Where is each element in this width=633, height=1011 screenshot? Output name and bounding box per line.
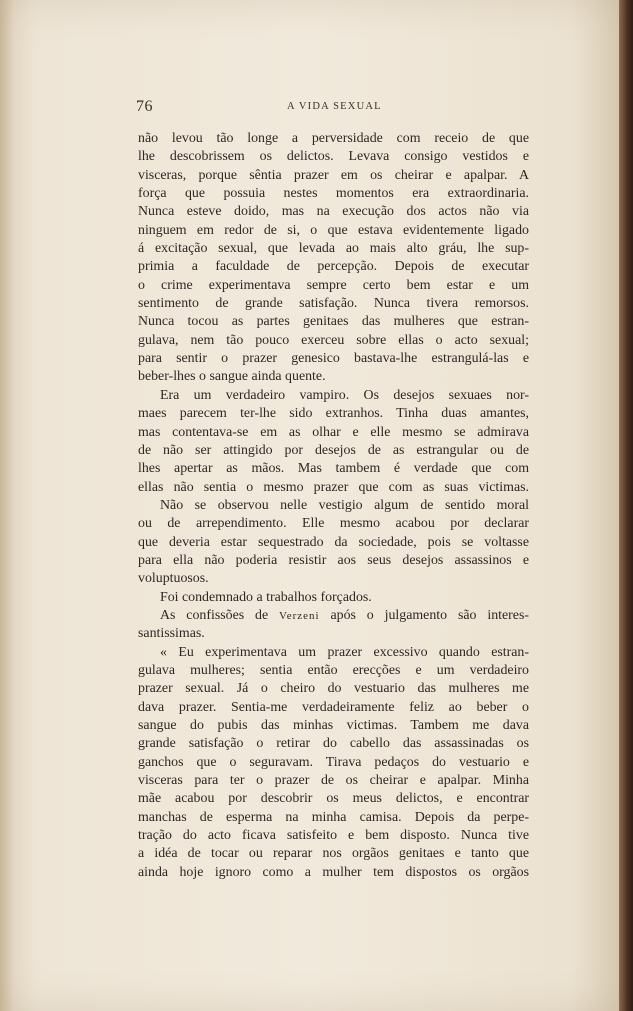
paragraph-2 xyxy=(138,387,529,497)
text-line: manchas de esperma na minha camisa. Depois da perpe- xyxy=(138,809,529,825)
paragraph-3 xyxy=(138,497,529,589)
text-line: lhe descobrissem os delictos. Levava consigo vestidos e xyxy=(138,149,529,165)
text-line: mãe acabou por descobrir os meus delictos, e encontrar xyxy=(138,791,529,807)
text-line: sangue do pubis das minhas victimas. Tambem me dava xyxy=(138,718,529,733)
text-line: santissimas. xyxy=(138,626,205,642)
text-segment: após o julgamento são interes- xyxy=(319,607,529,623)
text-line: voluptuosos. xyxy=(138,571,209,587)
text-line: Era um verdadeiro vampiro. Os desejos sexuaes nor- xyxy=(160,387,529,403)
text-line: primia a faculdade de percepção. Depois de executar xyxy=(138,259,529,275)
name-small-caps: Verzeni xyxy=(279,609,320,622)
paragraph-5 xyxy=(138,607,529,644)
body-text xyxy=(138,130,529,882)
paragraph-4 xyxy=(138,589,529,607)
text-line: ninguem em redor de si, o que estava evidentemente ligado xyxy=(138,222,529,238)
text-line: não levou tão longe a perversidade com receio de que xyxy=(138,131,529,146)
text-line: beber-lhes o sangue ainda quente. xyxy=(138,369,326,385)
text-line: ou de arrependimento. Elle mesmo acabou por declarar xyxy=(138,516,529,532)
text-line: ganchos que o seguravam. Tirava pedaços do vestuario e xyxy=(138,754,529,770)
running-title: A VIDA SEXUAL xyxy=(287,101,382,112)
page-edge-shadow xyxy=(0,0,14,1011)
text-line: prazer sexual. Já o cheiro do vestuario das mulheres me xyxy=(138,681,529,697)
page-number: 76 xyxy=(136,98,153,115)
text-line: visceras, porque sêntia prazer em os cheirar e apalpar. A xyxy=(138,167,529,183)
text-line: sentimento de grande satisfação. Nunca tivera remorsos. xyxy=(138,296,529,312)
text-line: Foi condemnado a trabalhos forçados. xyxy=(160,589,372,605)
text-line: a idéa de tocar ou reparar nos orgãos genitaes e tanto que xyxy=(138,846,529,862)
text-line: gulava, nem tão pouco exerceu sobre ellas o acto sexual; xyxy=(138,332,529,348)
text-line: o crime experimentava sempre certo bem estar e um xyxy=(138,277,529,293)
text-line: força que possuia nestes momentos era extraordinaria. xyxy=(138,186,529,202)
text-line: que deveria estar sequestrado da sociedade, pois se voltasse xyxy=(138,534,529,550)
text-line: grande satisfação o retirar do cabello das assassinadas os xyxy=(138,736,529,752)
text-line: á excitação sexual, que levada ao mais alto gráu, lhe sup- xyxy=(138,241,529,257)
running-head xyxy=(136,98,528,118)
text-line: ainda hoje ignoro como a mulher tem dispostos os orgãos xyxy=(138,864,529,880)
text-line: Nunca tocou as partes genitaes das mulheres que estran- xyxy=(138,314,529,330)
text-line xyxy=(138,607,529,625)
text-line: de não ser attingido por desejos de as estrangular ou de xyxy=(138,442,529,458)
text-line: Não se observou nelle vestigio algum de sentido moral xyxy=(160,497,529,513)
text-line: maes parecem ter-lhe sido extranhos. Tinha duas amantes, xyxy=(138,406,529,422)
text-line: para ella não poderia resistir aos seus desejos assassinos e xyxy=(138,552,529,568)
paragraph-1 xyxy=(138,130,529,387)
book-spine-edge xyxy=(619,0,633,1011)
text-line: mas contentava-se em as olhar e elle mesmo se admirava xyxy=(138,424,529,440)
text-line: visceras para ter o prazer de os cheirar e apalpar. Minha xyxy=(138,773,529,789)
text-segment: As confissões de xyxy=(160,607,280,623)
text-line: gulava mulheres; sentia então erecções e um verdadeiro xyxy=(138,662,529,678)
text-line: lhes apertar as mãos. Mas tambem é verdade que com xyxy=(138,461,529,477)
text-line: Nunca esteve doido, mas na execução dos actos não via xyxy=(138,204,529,220)
text-line: « Eu experimentava um prazer excessivo quando estran- xyxy=(160,644,529,660)
text-line: tração do acto ficava satisfeito e bem disposto. Nunca tive xyxy=(138,828,529,844)
text-line: ellas não sentia o mesmo prazer que com as suas victimas. xyxy=(138,479,529,495)
paragraph-6 xyxy=(138,644,529,882)
text-line: dava prazer. Sentia-me verdadeiramente feliz ao beber o xyxy=(138,699,529,715)
text-line: para sentir o prazer genesico bastava-lhe estrangulá-las e xyxy=(138,351,529,367)
